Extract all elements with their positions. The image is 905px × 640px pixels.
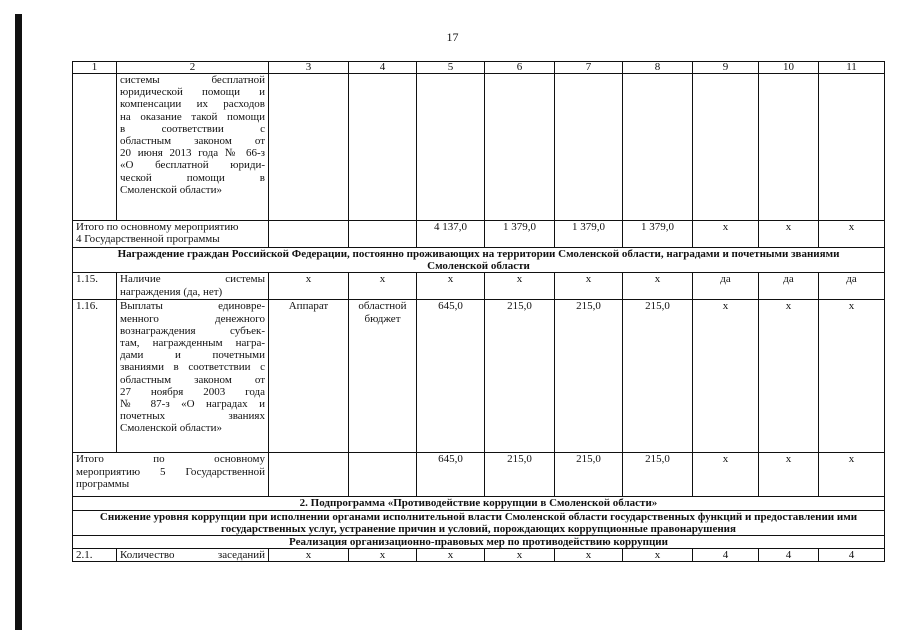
total-label: Итого по основному мероприятию 5 Государственной программы: [73, 453, 269, 497]
value-cell: х: [819, 221, 885, 248]
section-title: Снижение уровня коррупции при исполнении органами исполнительной власти Смоленской области государственных функций и предоставлении ими государственных услуг, устранение причин и условий, порождающих коррупционные правонарушения: [73, 510, 885, 535]
value-cell: 215,0: [623, 453, 693, 497]
col-num: 7: [555, 62, 623, 74]
funding-source-cell: областной бюджет: [349, 300, 417, 453]
value-cell: х: [759, 221, 819, 248]
value-cell: 1 379,0: [485, 221, 555, 248]
col-num: 4: [349, 62, 417, 74]
table-row-1-15: [73, 273, 885, 300]
value-cell: да: [693, 273, 759, 300]
col-num: 9: [693, 62, 759, 74]
value-cell: 1 379,0: [555, 221, 623, 248]
col-num: 6: [485, 62, 555, 74]
row-number: 2.1.: [73, 549, 117, 562]
executor-cell: Аппарат: [269, 300, 349, 453]
value-cell: х: [269, 273, 349, 300]
table-row-total-5: [73, 453, 885, 497]
page-number: 17: [446, 30, 459, 44]
value-cell: 4: [759, 549, 819, 562]
value-cell: х: [623, 273, 693, 300]
indicators-table: [72, 61, 885, 562]
value-cell: 1 379,0: [623, 221, 693, 248]
value-cell: х: [555, 273, 623, 300]
value-cell: 4: [693, 549, 759, 562]
value-cell: х: [269, 549, 349, 562]
value-cell: х: [693, 300, 759, 453]
value-cell: х: [693, 453, 759, 497]
col-num: 3: [269, 62, 349, 74]
value-cell: 215,0: [623, 300, 693, 453]
value-cell: х: [623, 549, 693, 562]
value-cell: 4: [819, 549, 885, 562]
row-description: Выплаты единовре- менного денежного вознаграждения субъек- там, награжденным награ- дами и почетными званиями в соответствии с областным законом от 27 ноября 2003 года № 87-з «О наградах и почетных званиях Смоленской области»: [117, 300, 269, 453]
row-description: системы бесплатной юридической помощи и компенсации их расходов на оказание такой помощи в соответствии с областным законом от 20 июня 2013 года № 66-з «О бесплатной юриди- ческой помощи в Смоленской области»: [117, 74, 269, 221]
subprogram-heading: [73, 497, 885, 510]
value-cell: 4 137,0: [417, 221, 485, 248]
table-row-continuation: [73, 74, 885, 221]
value-cell: х: [417, 549, 485, 562]
value-cell: х: [693, 221, 759, 248]
section-heading-measures: [73, 536, 885, 549]
value-cell: да: [819, 273, 885, 300]
value-cell: 215,0: [555, 453, 623, 497]
section-heading-corruption: [73, 510, 885, 535]
row-number: [73, 74, 117, 221]
value-cell: х: [759, 300, 819, 453]
col-num: 2: [117, 62, 269, 74]
section-heading-awards: [73, 248, 885, 273]
value-cell: х: [485, 549, 555, 562]
value-cell: х: [349, 273, 417, 300]
column-number-row: [73, 62, 885, 74]
value-cell: х: [555, 549, 623, 562]
col-num: 8: [623, 62, 693, 74]
table-row-2-1: [73, 549, 885, 562]
col-num: 5: [417, 62, 485, 74]
value-cell: да: [759, 273, 819, 300]
col-num: 10: [759, 62, 819, 74]
value-cell: 215,0: [555, 300, 623, 453]
row-number: 1.16.: [73, 300, 117, 453]
section-title: Реализация организационно-правовых мер по противодействию коррупции: [73, 536, 885, 549]
value-cell: х: [819, 300, 885, 453]
scan-edge-bar: [15, 14, 22, 630]
value-cell: 645,0: [417, 300, 485, 453]
row-description: Количество заседаний: [117, 549, 269, 562]
table-row-total-4: [73, 221, 885, 248]
table-row-1-16: [73, 300, 885, 453]
col-num: 11: [819, 62, 885, 74]
value-cell: х: [759, 453, 819, 497]
total-label: Итого по основному мероприятию 4 Государственной программы: [73, 221, 269, 248]
col-num: 1: [73, 62, 117, 74]
value-cell: х: [485, 273, 555, 300]
subprogram-title: 2. Подпрограмма «Противодействие коррупции в Смоленской области»: [73, 497, 885, 510]
row-description: Наличие системы награждения (да, нет): [117, 273, 269, 300]
value-cell: 645,0: [417, 453, 485, 497]
row-number: 1.15.: [73, 273, 117, 300]
value-cell: 215,0: [485, 300, 555, 453]
value-cell: х: [417, 273, 485, 300]
value-cell: х: [349, 549, 417, 562]
section-title: Награждение граждан Российской Федерации, постоянно проживающих на территории Смоленской области, наградами и почетными званиями Смоленской области: [73, 248, 885, 273]
value-cell: 215,0: [485, 453, 555, 497]
value-cell: х: [819, 453, 885, 497]
